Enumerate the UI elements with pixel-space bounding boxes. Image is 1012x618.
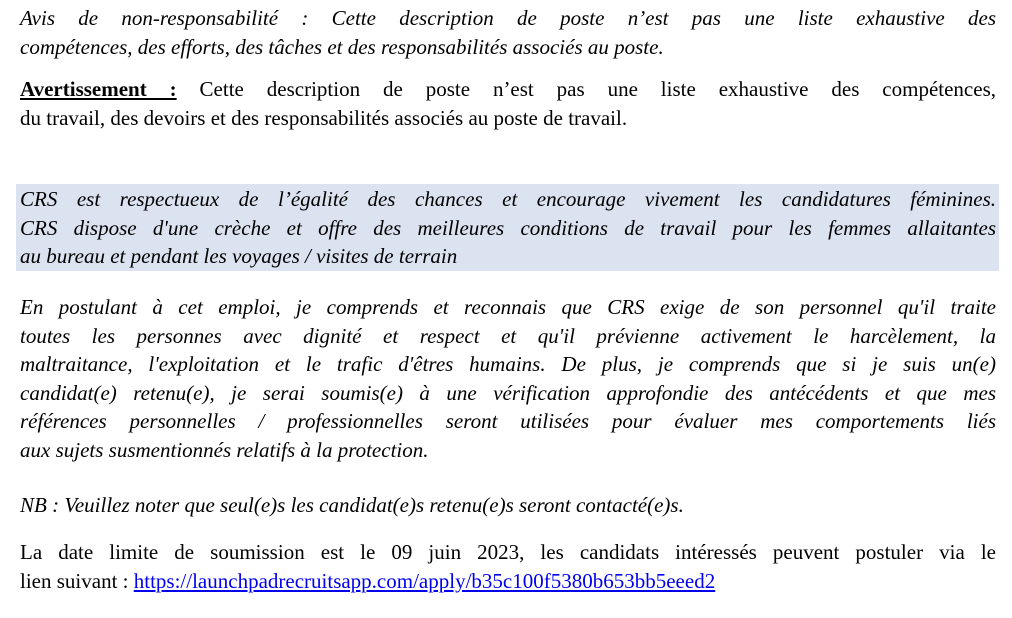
safeguarding-line: références personnelles / professionnelles seront utilisées pour évaluer mes comportements liés <box>20 409 996 433</box>
warning-label: Avertissement : <box>20 77 177 101</box>
warning-paragraph <box>20 75 996 132</box>
safeguarding-paragraph <box>20 293 996 464</box>
note-paragraph <box>20 491 996 520</box>
deadline-line <box>20 567 996 596</box>
safeguarding-line: aux sujets susmentionnés relatifs à la protection. <box>20 437 429 462</box>
equal-opportunity-line: au bureau et pendant les voyages / visites de terrain <box>20 244 458 268</box>
disclaimer-line: compétences, des efforts, des tâches et des responsabilités associés au poste. <box>20 34 664 59</box>
safeguarding-line: candidat(e) retenu(e), je serai soumis(e) à une vérification approfondie des antécédents et que mes <box>20 380 996 405</box>
note-text: NB : Veuillez noter que seul(e)s les candidat(e)s retenu(e)s seront contacté(e)s. <box>20 493 684 517</box>
deadline-line: La date limite de soumission est le 09 juin 2023, les candidats intéressés peuvent postuler via le <box>20 540 996 564</box>
safeguarding-line: maltraitance, l'exploitation et le trafic d'êtres humains. De plus, je comprends que si je suis un(e) <box>20 352 996 376</box>
disclaimer-italic <box>20 4 996 61</box>
equal-opportunity-line: CRS dispose d'une crèche et offre des meilleures conditions de travail pour les femmes allaitantes <box>20 215 996 240</box>
equal-opportunity-line: CRS est respectueux de l’égalité des chances et encourage vivement les candidatures féminines. <box>20 187 996 211</box>
deadline-paragraph <box>20 538 996 595</box>
disclaimer-line: Avis de non-responsabilité : Cette description de poste n’est pas une liste exhaustive des <box>20 6 996 30</box>
warning-line: du travail, des devoirs et des responsabilités associés au poste de travail. <box>20 105 628 130</box>
equal-opportunity-paragraph <box>20 185 996 271</box>
deadline-link-prefix: lien suivant : <box>20 568 134 593</box>
warning-text: Cette description de poste n’est pas une liste exhaustive des compétences, <box>176 77 996 101</box>
safeguarding-line: toutes les personnes avec dignité et respect et qu'il prévienne activement le harcèlement, la <box>20 323 996 348</box>
warning-line <box>20 75 996 104</box>
safeguarding-line: En postulant à cet emploi, je comprends et reconnais que CRS exige de son personnel qu'il traite <box>20 295 996 319</box>
apply-link[interactable]: https://launchpadrecruitsapp.com/apply/b35c100f5380b653bb5eeed2 <box>133 568 716 593</box>
